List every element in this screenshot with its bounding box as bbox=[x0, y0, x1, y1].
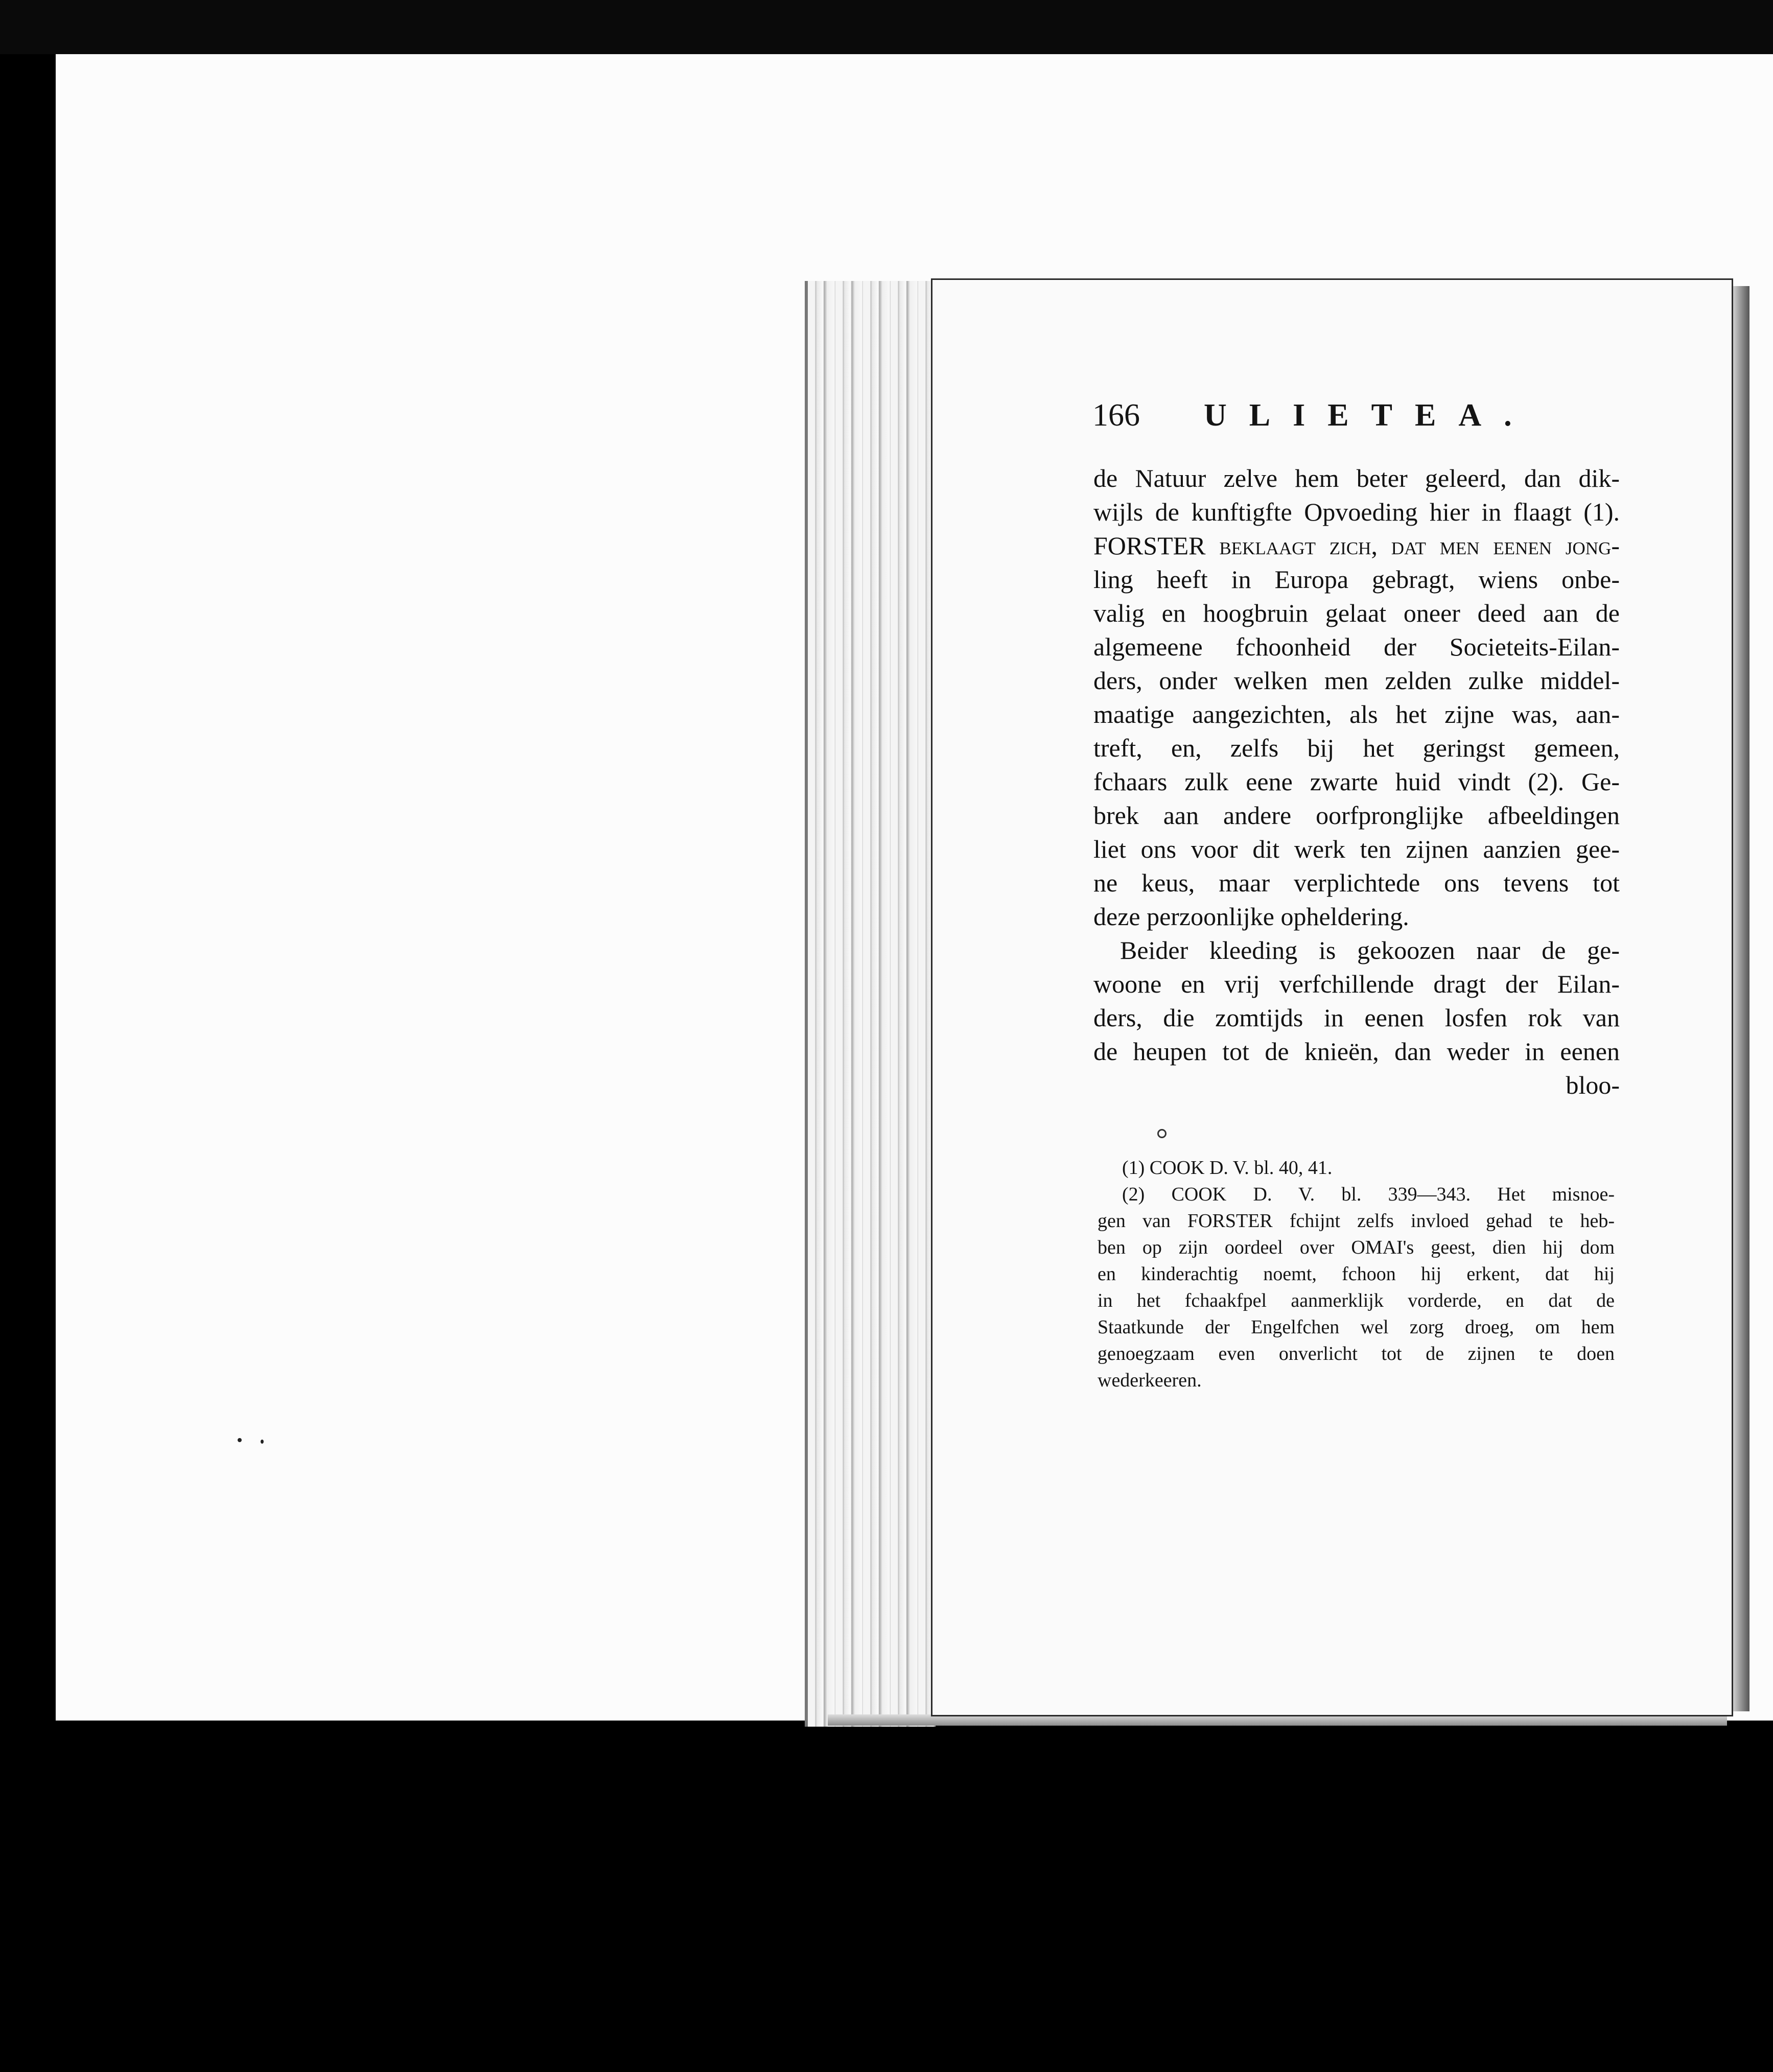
text-line: ling heeft in Europa gebragt, wiens onbe- bbox=[1093, 565, 1620, 594]
text-line: fchaars zulk eene zwarte huid vindt (2). Ge- bbox=[1093, 767, 1620, 796]
page-number: 166 bbox=[1092, 398, 1140, 433]
scan-speck bbox=[261, 1440, 264, 1444]
book-page-edges bbox=[805, 281, 936, 1727]
page-header bbox=[1092, 397, 1534, 438]
text-line: brek aan andere oorfpronglijke afbeeldingen bbox=[1093, 801, 1620, 830]
text-line: ders, onder welken men zelden zulke middel- bbox=[1093, 666, 1620, 695]
footnote-line: ben op zijn oordeel over OMAI's geest, dien hij dom bbox=[1098, 1237, 1615, 1258]
footnote-line: gen van FORSTER fchijnt zelfs invloed gehad te heb- bbox=[1098, 1210, 1615, 1232]
text-line: deze perzoonlijke opheldering. bbox=[1093, 902, 1409, 931]
footnote-line: genoegzaam even onverlicht tot de zijnen te doen bbox=[1098, 1343, 1615, 1364]
footnote-line: en kinderachtig noemt, fchoon hij erkent, dat hij bbox=[1098, 1263, 1615, 1285]
text-line: liet ons voor dit werk ten zijnen aanzien gee- bbox=[1093, 835, 1620, 863]
footnote-line: (1) COOK D. V. bl. 40, 41. bbox=[1122, 1157, 1333, 1179]
printer-mark bbox=[1157, 1129, 1167, 1138]
text-line: valig en hoogbruin gelaat oneer deed aan de bbox=[1093, 599, 1620, 627]
text-line: de Natuur zelve hem beter geleerd, dan dik- bbox=[1093, 464, 1620, 492]
footnote-line: Staatkunde der Engelfchen wel zorg droeg, om hem bbox=[1098, 1316, 1615, 1338]
running-title: ULIETEA. bbox=[1204, 398, 1534, 433]
text-line: maatige aangezichten, als het zijne was, aan- bbox=[1093, 700, 1620, 728]
footnote-line: in het fchaakfpel aanmerklijk vorderde, en dat de bbox=[1098, 1290, 1615, 1311]
scan-top-border bbox=[0, 0, 1773, 54]
text-line: wijls de kunftigfte Opvoeding hier in flaagt (1). bbox=[1093, 498, 1620, 526]
text-line: Beider kleeding is gekoozen naar de ge- bbox=[1120, 936, 1620, 964]
footnote-line: wederkeeren. bbox=[1098, 1370, 1202, 1391]
text-line: de heupen tot de knieën, dan weder in eenen bbox=[1093, 1037, 1620, 1066]
text-line: FORSTER beklaagt zich, dat men eenen jong- bbox=[1093, 531, 1620, 560]
text-line: ne keus, maar verplichtede ons tevens tot bbox=[1093, 868, 1620, 897]
catchword: bloo- bbox=[1566, 1071, 1620, 1099]
book-right-edge bbox=[1733, 286, 1749, 1711]
text-line: ders, die zomtijds in eenen losfen rok van bbox=[1093, 1003, 1620, 1032]
text-line: treft, en, zelfs bij het geringst gemeen, bbox=[1093, 734, 1620, 762]
footnote-line: (2) COOK D. V. bl. 339—343. Het misnoe- bbox=[1122, 1184, 1615, 1205]
text-line: woone en vrij verfchillende dragt der Eilan- bbox=[1093, 970, 1620, 998]
text-line: algemeene fchoonheid der Societeits-Eilan- bbox=[1093, 632, 1620, 661]
scan-speck bbox=[238, 1438, 242, 1442]
